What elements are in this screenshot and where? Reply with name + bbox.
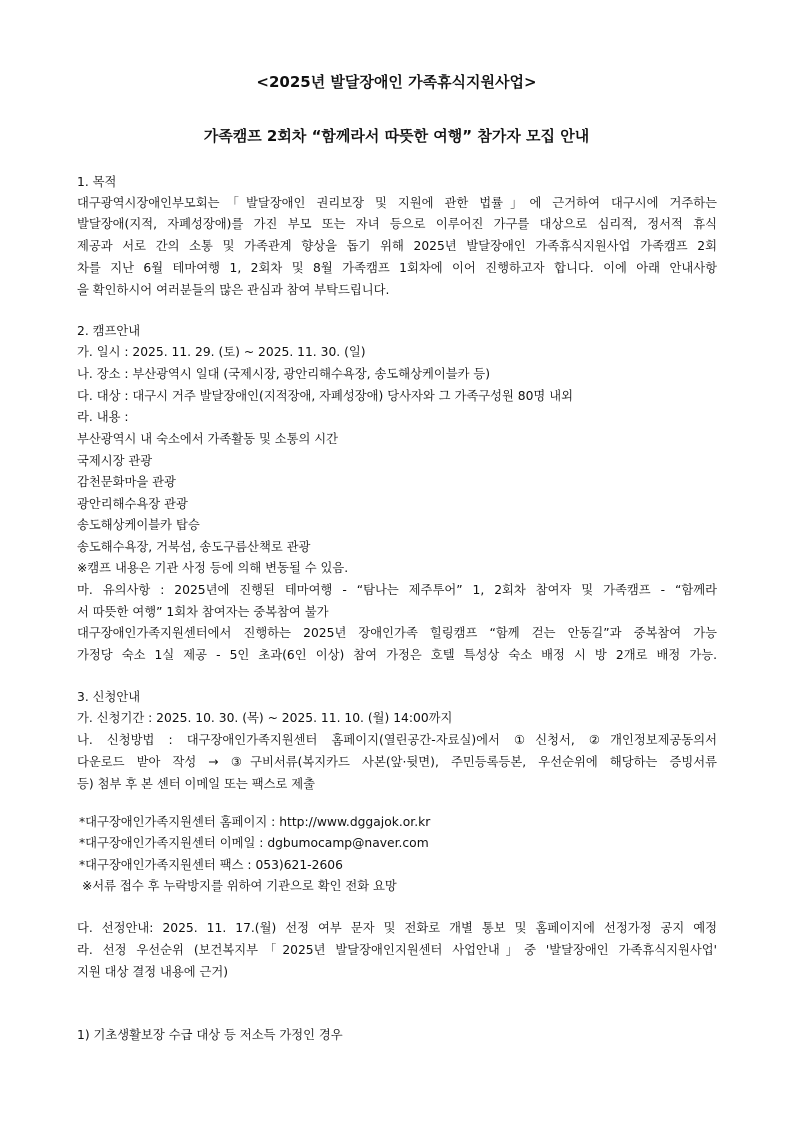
camp-content-label: 라. 내용 : bbox=[77, 410, 129, 424]
list-item: 송도해상케이블카 탑승 bbox=[77, 518, 200, 532]
caution-line: 마. 유의사항 : 2025년에 진행된 테마여행 - “탐나는 제주투어” 1, 2회차 참여자 및 가족캠프 - “함께라 bbox=[77, 583, 717, 597]
document-title: <2025년 발달장애인 가족휴식지원사업> bbox=[256, 73, 537, 91]
selection-priority-line: 지원 대상 결정 내용에 근거) bbox=[77, 965, 229, 979]
camp-target: 다. 대상 : 대구시 거주 발달장애인(지적장애, 자폐성장애) 당사자와 그 가족구성원 80명 내외 bbox=[77, 389, 573, 403]
application-method-line: 등) 첨부 후 본 센터 이메일 또는 팩스로 제출 bbox=[77, 777, 316, 791]
content-note: ※캠프 내용은 기관 사정 등에 의해 변동될 수 있음. bbox=[77, 561, 349, 575]
paragraph-line: 대구광역시장애인부모회는「발달장애인 권리보장 및 지원에 관한 법률」에 근거하여 대구시에 거주하는 bbox=[77, 196, 717, 210]
document-subtitle: 가족캠프 2회차 “함께라서 따뜻한 여행” 참가자 모집 안내 bbox=[203, 127, 590, 145]
contact-fax: *대구장애인가족지원센터 팩스 : 053)621-2606 bbox=[79, 858, 343, 872]
list-item: 감천문화마을 관광 bbox=[77, 475, 176, 489]
paragraph-line: 발달장애(지적, 자폐성장애)를 가진 부모 또는 자녀 등으로 이루어진 가구를 대상으로 심리적, 정서적 휴식 bbox=[77, 217, 717, 231]
list-item: 부산광역시 내 숙소에서 가족활동 및 소통의 시간 bbox=[77, 432, 339, 446]
selection-priority-line: 라. 선정 우선순위 (보건복지부「2025년 발달장애인지원센터 사업안내」중 '발달장애인 가족휴식지원사업' bbox=[77, 943, 717, 957]
application-method-line: 나. 신청방법 : 대구장애인가족지원센터 홈페이지(열린공간-자료실)에서 ①신청서, ②개인정보제공동의서 bbox=[77, 733, 717, 747]
caution-line: 가정당 숙소 1실 제공 - 5인 초과(6인 이상) 참여 가정은 호텔 특성상 숙소 배정 시 방 2개로 배정 가능. bbox=[77, 648, 717, 662]
selection-notice: 다. 선정안내: 2025. 11. 17.(월) 선정 여부 문자 및 전화로 개별 통보 및 홈페이지에 선정가정 공지 예정 bbox=[77, 921, 717, 935]
caution-line: 대구장애인가족지원센터에서 진행하는 2025년 장애인가족 힐링캠프 “함께 걷는 안동길”과 중복참여 가능 bbox=[77, 626, 717, 640]
list-item: 광안리해수욕장 관광 bbox=[77, 497, 188, 511]
contact-email: *대구장애인가족지원센터 이메일 : dgbumocamp@naver.com bbox=[79, 836, 429, 850]
application-method-line: 다운로드 받아 작성 → ③구비서류(복지카드 사본(앞·뒷면), 주민등록등본, 우선순위에 해당하는 증빙서류 bbox=[77, 755, 717, 769]
paragraph-line: 을 확인하시어 여러분들의 많은 관심과 참여 부탁드립니다. bbox=[77, 283, 390, 297]
contact-homepage: *대구장애인가족지원센터 홈페이지 : http://www.dggajok.or.kr bbox=[79, 815, 431, 829]
camp-place: 나. 장소 : 부산광역시 일대 (국제시장, 광안리해수욕장, 송도해상케이블카 등) bbox=[77, 367, 491, 381]
section-heading-purpose: 1. 목적 bbox=[77, 175, 117, 189]
priority-item-1: 1) 기초생활보장 수급 대상 등 저소득 가정인 경우 bbox=[77, 1028, 343, 1042]
section-heading-camp: 2. 캠프안내 bbox=[77, 324, 141, 338]
application-period: 가. 신청기간 : 2025. 10. 30. (목) ~ 2025. 11. 10. (월) 14:00까지 bbox=[77, 711, 453, 725]
list-item: 국제시장 관광 bbox=[77, 454, 153, 468]
camp-date: 가. 일시 : 2025. 11. 29. (토) ~ 2025. 11. 30. (일) bbox=[77, 345, 366, 359]
paragraph-line: 차를 지난 6월 테마여행 1, 2회차 및 8월 가족캠프 1회차에 이어 진행하고자 합니다. 이에 아래 안내사항 bbox=[77, 261, 717, 275]
section-heading-application: 3. 신청안내 bbox=[77, 690, 141, 704]
list-item: 송도해수욕장, 거북섬, 송도구름산책로 관광 bbox=[77, 540, 311, 554]
caution-line: 서 따뜻한 여행” 1회차 참여자는 중복참여 불가 bbox=[77, 605, 329, 619]
contact-note: ※서류 접수 후 누락방지를 위하여 기관으로 확인 전화 요망 bbox=[82, 879, 397, 893]
paragraph-line: 제공과 서로 간의 소통 및 가족관계 향상을 돕기 위해 2025년 발달장애인 가족휴식지원사업 가족캠프 2회 bbox=[77, 239, 717, 253]
